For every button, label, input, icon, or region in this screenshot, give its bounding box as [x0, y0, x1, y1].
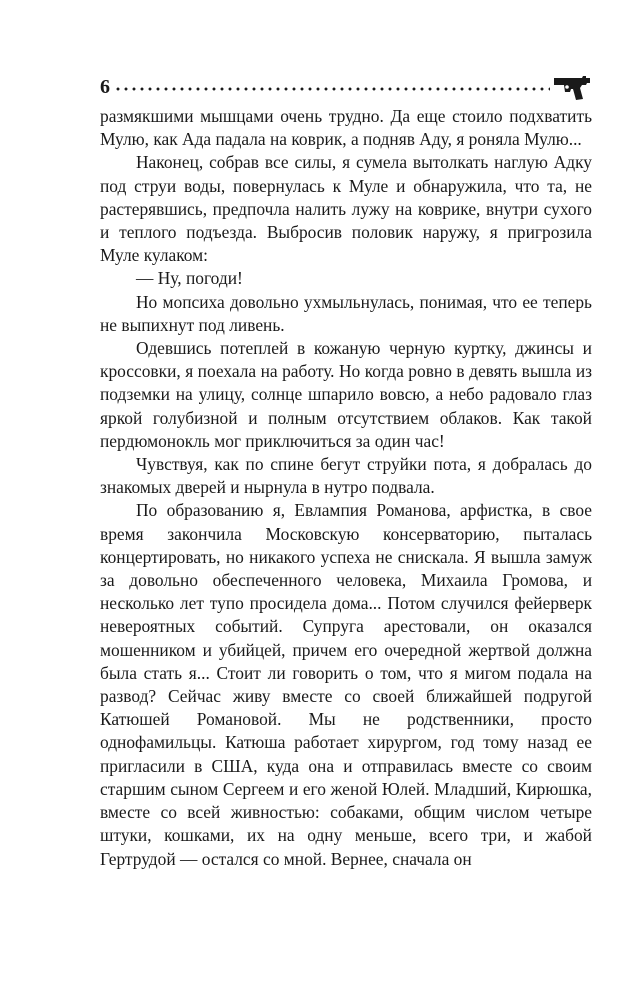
revolver-icon: [552, 72, 592, 102]
page-number: 6: [100, 76, 110, 98]
paragraph-2: Наконец, собрав все силы, я сумела вытолкать наглую Адку под струи воды, повернулась к Муле и обнаружила, что та, не растерявшись, предпочла налить лужу на коврике, внутри сухого и теплого подъезда. Выбросив половик наружу, я пригрозила Муле кулаком:: [100, 152, 592, 266]
page-header: [100, 70, 592, 104]
paragraph-4: Но мопсиха довольно ухмыльнулась, понимая, что ее теперь не выпихнут под ливень.: [100, 291, 592, 335]
paragraph-3: — Ну, погоди!: [136, 268, 243, 289]
dotted-rule: [114, 87, 550, 91]
body-text: [100, 105, 592, 871]
paragraph-7: По образованию я, Евлампия Романова, арфистка, в свое время закончила Московскую консерваторию, пыталась концертировать, но никакого успеха не снискала. Я вышла замуж за довольно обеспеченного человека, Михаила Громова, и несколько лет тупо просидела дома... Потом случился фейерверк невероятных событий. Супруга арестовали, он оказался мошенником и убийцей, причем его очередной жертвой должна была стать я... Стоит ли говорить о том, что я мигом подала на развод? Сейчас живу вместе со своей ближайшей подругой Катюшей Романовой. Мы не родственники, просто однофамильцы. Катюша работает хирургом, год тому назад ее пригласили в США, куда она и отправилась вместе со своим старшим сыном Сергеем и его женой Юлей. Младший, Кирюшка, вместе со всей живностью: собаками, общим числом четыре штуки, кошками, их на одну меньше, всего три, и жабой Гертрудой — остался со мной. Вернее, сначала он: [100, 500, 592, 869]
paragraph-6: Чувствуя, как по спине бегут струйки пота, я добралась до знакомых дверей и нырнула в нутро подвала.: [100, 454, 592, 498]
paragraph-1: размякшими мышцами очень трудно. Да еще стоило подхватить Мулю, как Ада падала на коврик, а подняв Аду, я роняла Мулю...: [100, 106, 592, 150]
paragraph-5: Одевшись потеплей в кожаную черную куртку, джинсы и кроссовки, я поехала на работу. Но когда ровно в девять вышла из подземки на улицу, солнце шпарило вовсю, а небо радовало глаз яркой голубизной и полным отсутствием облаков. Как такой пердюмонокль мог приключиться за один час!: [100, 338, 592, 451]
